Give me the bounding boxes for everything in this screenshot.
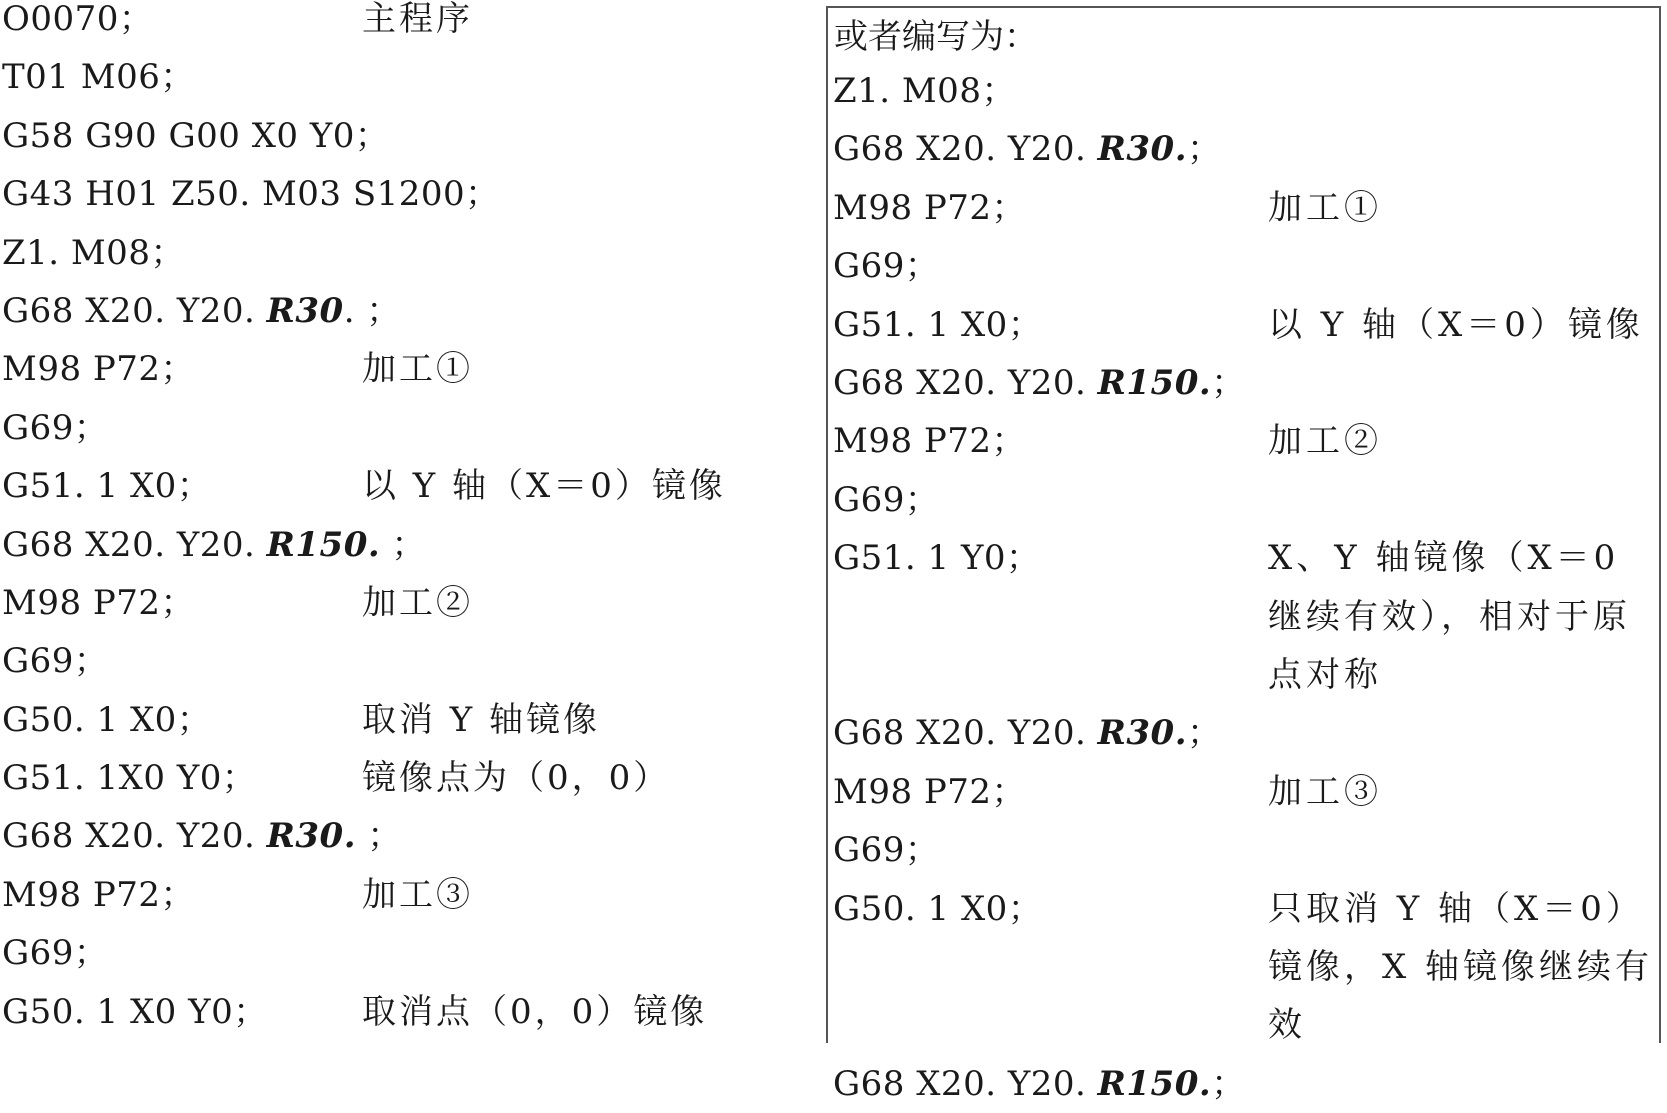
- code-line: [828, 529, 1659, 704]
- code-text: [833, 120, 1222, 178]
- code-line: [0, 457, 800, 515]
- code-text: G69；: [2, 407, 109, 448]
- code-text: M98 P72；: [833, 421, 1027, 462]
- code-line: [0, 282, 800, 340]
- code-text-pre: G68 X20. Y20.: [2, 290, 267, 331]
- code-line: [828, 1055, 1659, 1113]
- code-line: [828, 120, 1659, 178]
- code-line: [0, 574, 800, 632]
- rotation-angle: R30.: [266, 816, 357, 857]
- code-text: G69；: [833, 246, 940, 287]
- code-line: [828, 354, 1659, 412]
- code-text: G51. 1X0 Y0；: [2, 758, 257, 799]
- code-text: M98 P72；: [2, 874, 196, 915]
- code-text-post: ；: [1211, 1063, 1246, 1104]
- code-text: M98 P72；: [2, 349, 196, 390]
- code-text: O0070；: [2, 0, 154, 39]
- code-line: [0, 340, 800, 398]
- code-text-pre: G68 X20. Y20.: [833, 1063, 1098, 1104]
- code-comment: 取消点（0，0）镜像: [362, 991, 708, 1032]
- code-comment: 主程序: [362, 0, 473, 39]
- code-text-pre: G68 X20. Y20.: [2, 816, 267, 857]
- code-text: G69；: [2, 641, 109, 682]
- code-comment: 加工②: [362, 582, 473, 623]
- code-text-pre: G68 X20. Y20.: [833, 129, 1098, 170]
- code-line: [0, 691, 800, 749]
- code-text: G69；: [2, 933, 109, 974]
- rotation-angle: R150.: [1097, 1063, 1212, 1104]
- code-text: G58 G90 G00 X0 Y0；: [2, 115, 390, 156]
- code-text: G43 H01 Z50. M03 S1200；: [2, 174, 500, 215]
- code-text: [833, 1055, 1246, 1113]
- code-text: G69；: [833, 479, 940, 520]
- code-line: [0, 399, 800, 457]
- code-comment: 加工①: [362, 349, 473, 390]
- code-comment: 镜像点为（0，0）: [362, 758, 671, 799]
- code-text: M98 P72；: [833, 187, 1027, 228]
- code-line: [0, 165, 800, 223]
- code-text: [2, 807, 402, 865]
- code-comment: 加工①: [1268, 187, 1382, 228]
- code-line: [0, 48, 800, 106]
- rotation-angle: R150.: [1097, 362, 1212, 403]
- code-text-post: ；: [1187, 129, 1222, 170]
- code-line: [0, 632, 800, 690]
- code-text: Z1. M08；: [833, 71, 1016, 111]
- alternative-heading: 或者编写为：: [834, 17, 1038, 57]
- code-text: G51. 1 Y0；: [833, 538, 1041, 579]
- code-text: G69；: [833, 830, 940, 871]
- code-line: [828, 763, 1659, 821]
- code-line: [0, 224, 800, 282]
- code-comment: 只取消 Y 轴（X＝0）镜像，X 轴镜像继续有效: [1268, 888, 1654, 1046]
- code-text: M98 P72；: [2, 582, 196, 623]
- code-line: [0, 107, 800, 165]
- code-text: G50. 1 X0；: [2, 699, 212, 740]
- code-text-pre: G68 X20. Y20.: [2, 524, 267, 565]
- code-text-post: ；: [380, 524, 427, 565]
- code-line: [828, 880, 1659, 1055]
- code-line: [0, 924, 800, 982]
- code-text-post: ；: [1211, 362, 1246, 403]
- code-text: M98 P72；: [833, 771, 1027, 812]
- code-line: [0, 866, 800, 924]
- code-text: T01 M06；: [2, 57, 195, 98]
- code-line: [0, 0, 800, 48]
- code-line: [0, 516, 800, 574]
- code-text: G50. 1 X0 Y0；: [2, 991, 268, 1032]
- code-line: [828, 62, 1659, 120]
- code-line: [828, 179, 1659, 237]
- code-text: [833, 354, 1246, 412]
- rotation-angle: R30: [266, 290, 344, 331]
- rotation-angle: R150.: [266, 524, 381, 565]
- code-line: [828, 704, 1659, 762]
- code-text-post: . ；: [343, 290, 401, 331]
- code-comment: 加工③: [362, 874, 473, 915]
- code-text: [2, 282, 401, 340]
- code-comment: 加工②: [1268, 421, 1382, 462]
- code-text-pre: G68 X20. Y20.: [833, 362, 1098, 403]
- code-comment: 以 Y 轴（X＝0）镜像: [1268, 304, 1644, 345]
- code-line: [828, 821, 1659, 879]
- code-text-pre: G68 X20. Y20.: [833, 713, 1098, 754]
- code-line: [828, 412, 1659, 470]
- main-program-listing: [0, 0, 800, 1041]
- code-text: Z1. M08；: [2, 232, 185, 273]
- rotation-angle: R30.: [1097, 129, 1188, 170]
- code-line: [828, 471, 1659, 529]
- code-line: [828, 296, 1659, 354]
- code-line: [0, 983, 800, 1041]
- code-comment: 加工③: [1268, 771, 1382, 812]
- code-text-post: ；: [356, 816, 402, 857]
- code-comment: 以 Y 轴（X＝0）镜像: [362, 466, 726, 507]
- code-line: [828, 237, 1659, 295]
- code-line: [0, 807, 800, 865]
- code-text: G51. 1 X0；: [2, 466, 212, 507]
- code-text: [833, 704, 1222, 762]
- code-text: [2, 516, 426, 574]
- code-text: G51. 1 X0；: [833, 304, 1043, 345]
- code-text: G50. 1 X0；: [833, 888, 1043, 929]
- rotation-angle: R30.: [1097, 713, 1188, 754]
- code-text-post: ；: [1187, 713, 1222, 754]
- code-comment: 取消 Y 轴镜像: [362, 699, 601, 740]
- code-line: [0, 749, 800, 807]
- code-comment: X、Y 轴镜像（X＝0 继续有效），相对于原点对称: [1268, 538, 1631, 695]
- alternative-program-box: [826, 6, 1661, 1104]
